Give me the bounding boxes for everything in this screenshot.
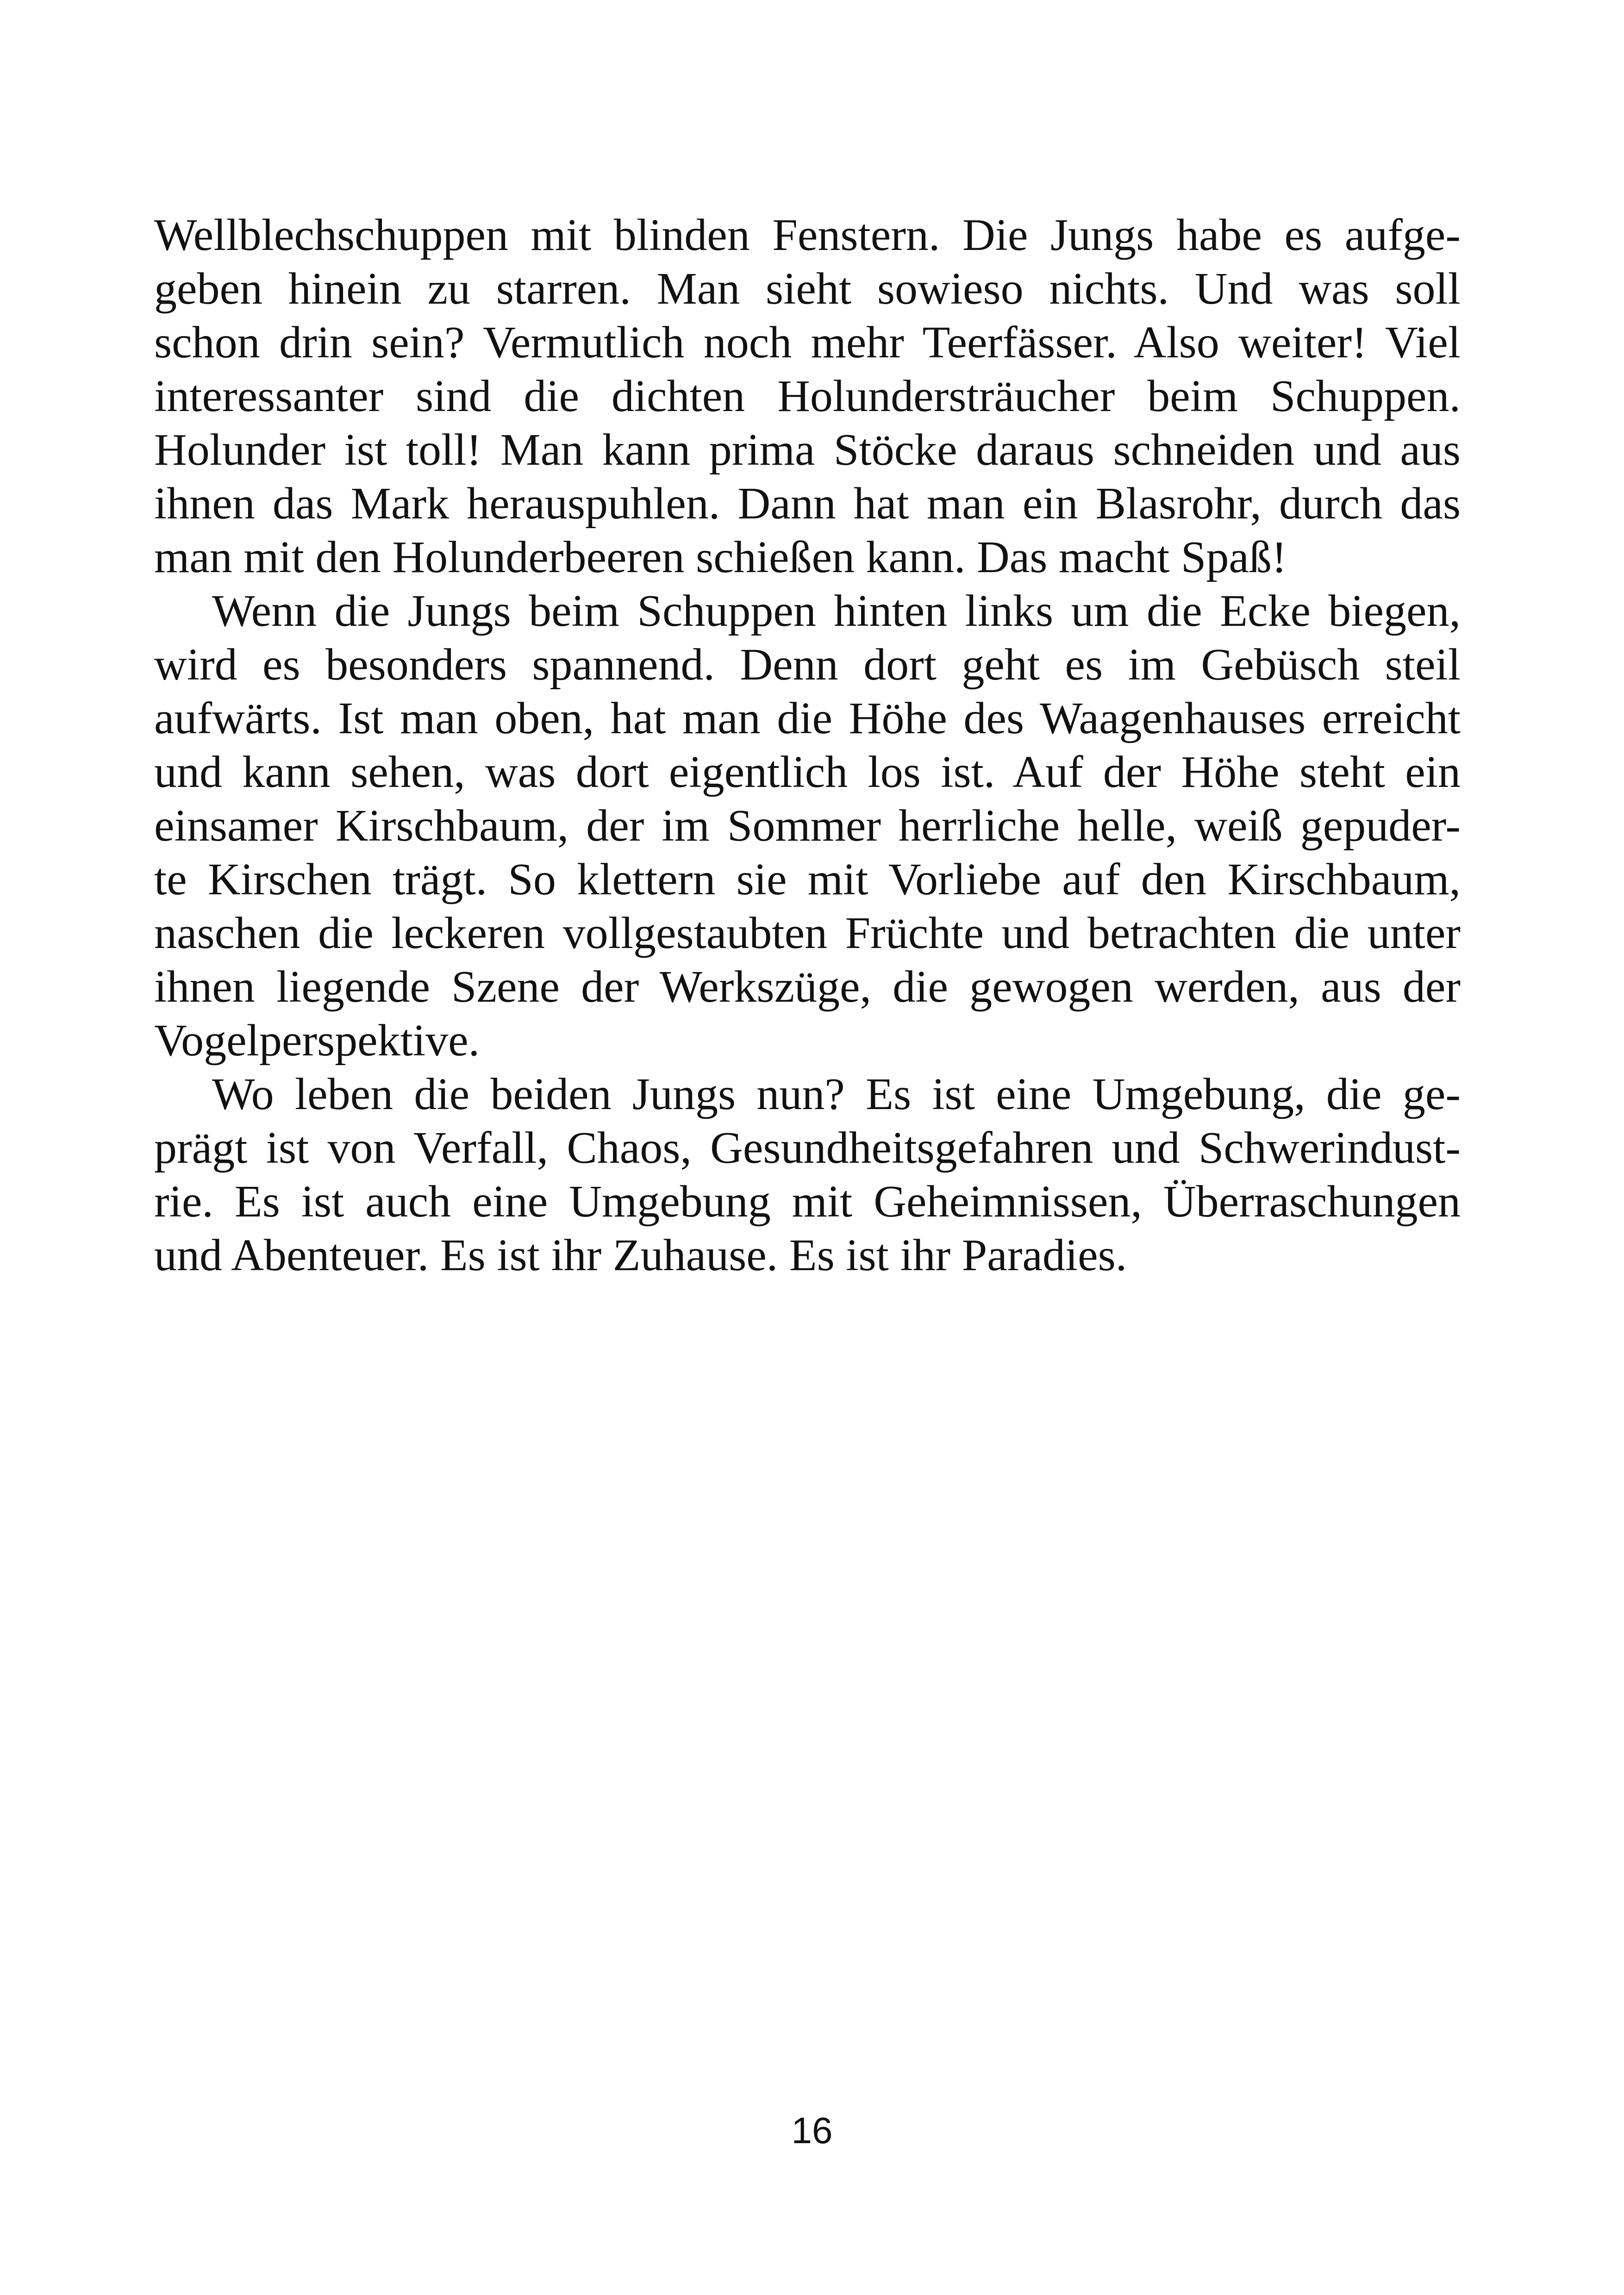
text-line: aufwärts. Ist man oben, hat man die Höhe des Waagenhauses erreicht [154, 693, 1461, 743]
text-line: rie. Es ist auch eine Umgebung mit Geheimnissen, Überraschungen [154, 1177, 1461, 1227]
text-line: Vogelperspektive. [154, 1016, 480, 1066]
text-line: einsamer Kirschbaum, der im Sommer herrliche helle, weiß gepuder- [154, 801, 1461, 851]
text-line: te Kirschen trägt. So klettern sie mit Vorliebe auf den Kirschbaum, [154, 854, 1461, 904]
paragraph-2 [154, 584, 1461, 1067]
text-line: Holunder ist toll! Man kann prima Stöcke daraus schneiden und aus [154, 425, 1461, 475]
text-line: wird es besonders spannend. Denn dort geht es im Gebüsch steil [154, 640, 1461, 690]
page-number: 16 [791, 2110, 833, 2151]
text-line: und Abenteuer. Es ist ihr Zuhause. Es ist ihr Paradies. [154, 1230, 1127, 1280]
text-line: man mit den Holunderbeeren schießen kann. Das macht Spaß! [154, 532, 1287, 582]
text-line: Wenn die Jungs beim Schuppen hinten links um die Ecke biegen, [212, 586, 1461, 636]
text-line: interessanter sind die dichten Holundersträucher beim Schuppen. [154, 371, 1461, 421]
paragraph-1 [154, 208, 1461, 584]
text-line: ihnen das Mark herauspuhlen. Dann hat man ein Blasrohr, durch das [154, 479, 1461, 529]
text-line: naschen die leckeren vollgestaubten Früchte und betrachten die unter [154, 908, 1461, 958]
body-text [154, 208, 1461, 1282]
text-line: schon drin sein? Vermutlich noch mehr Teerfässer. Also weiter! Viel [154, 318, 1461, 368]
text-line: geben hinein zu starren. Man sieht sowieso nichts. Und was soll [154, 264, 1461, 314]
text-line: prägt ist von Verfall, Chaos, Gesundheitsgefahren und Schwerindust- [154, 1123, 1461, 1173]
text-line: Wellblechschuppen mit blinden Fenstern. Die Jungs habe es aufge- [154, 210, 1461, 260]
text-line: Wo leben die beiden Jungs nun? Es ist eine Umgebung, die ge- [212, 1069, 1461, 1119]
text-line: und kann sehen, was dort eigentlich los ist. Auf der Höhe steht ein [154, 747, 1461, 797]
text-line: ihnen liegende Szene der Werkszüge, die gewogen werden, aus der [154, 962, 1461, 1012]
paragraph-3 [154, 1067, 1461, 1282]
